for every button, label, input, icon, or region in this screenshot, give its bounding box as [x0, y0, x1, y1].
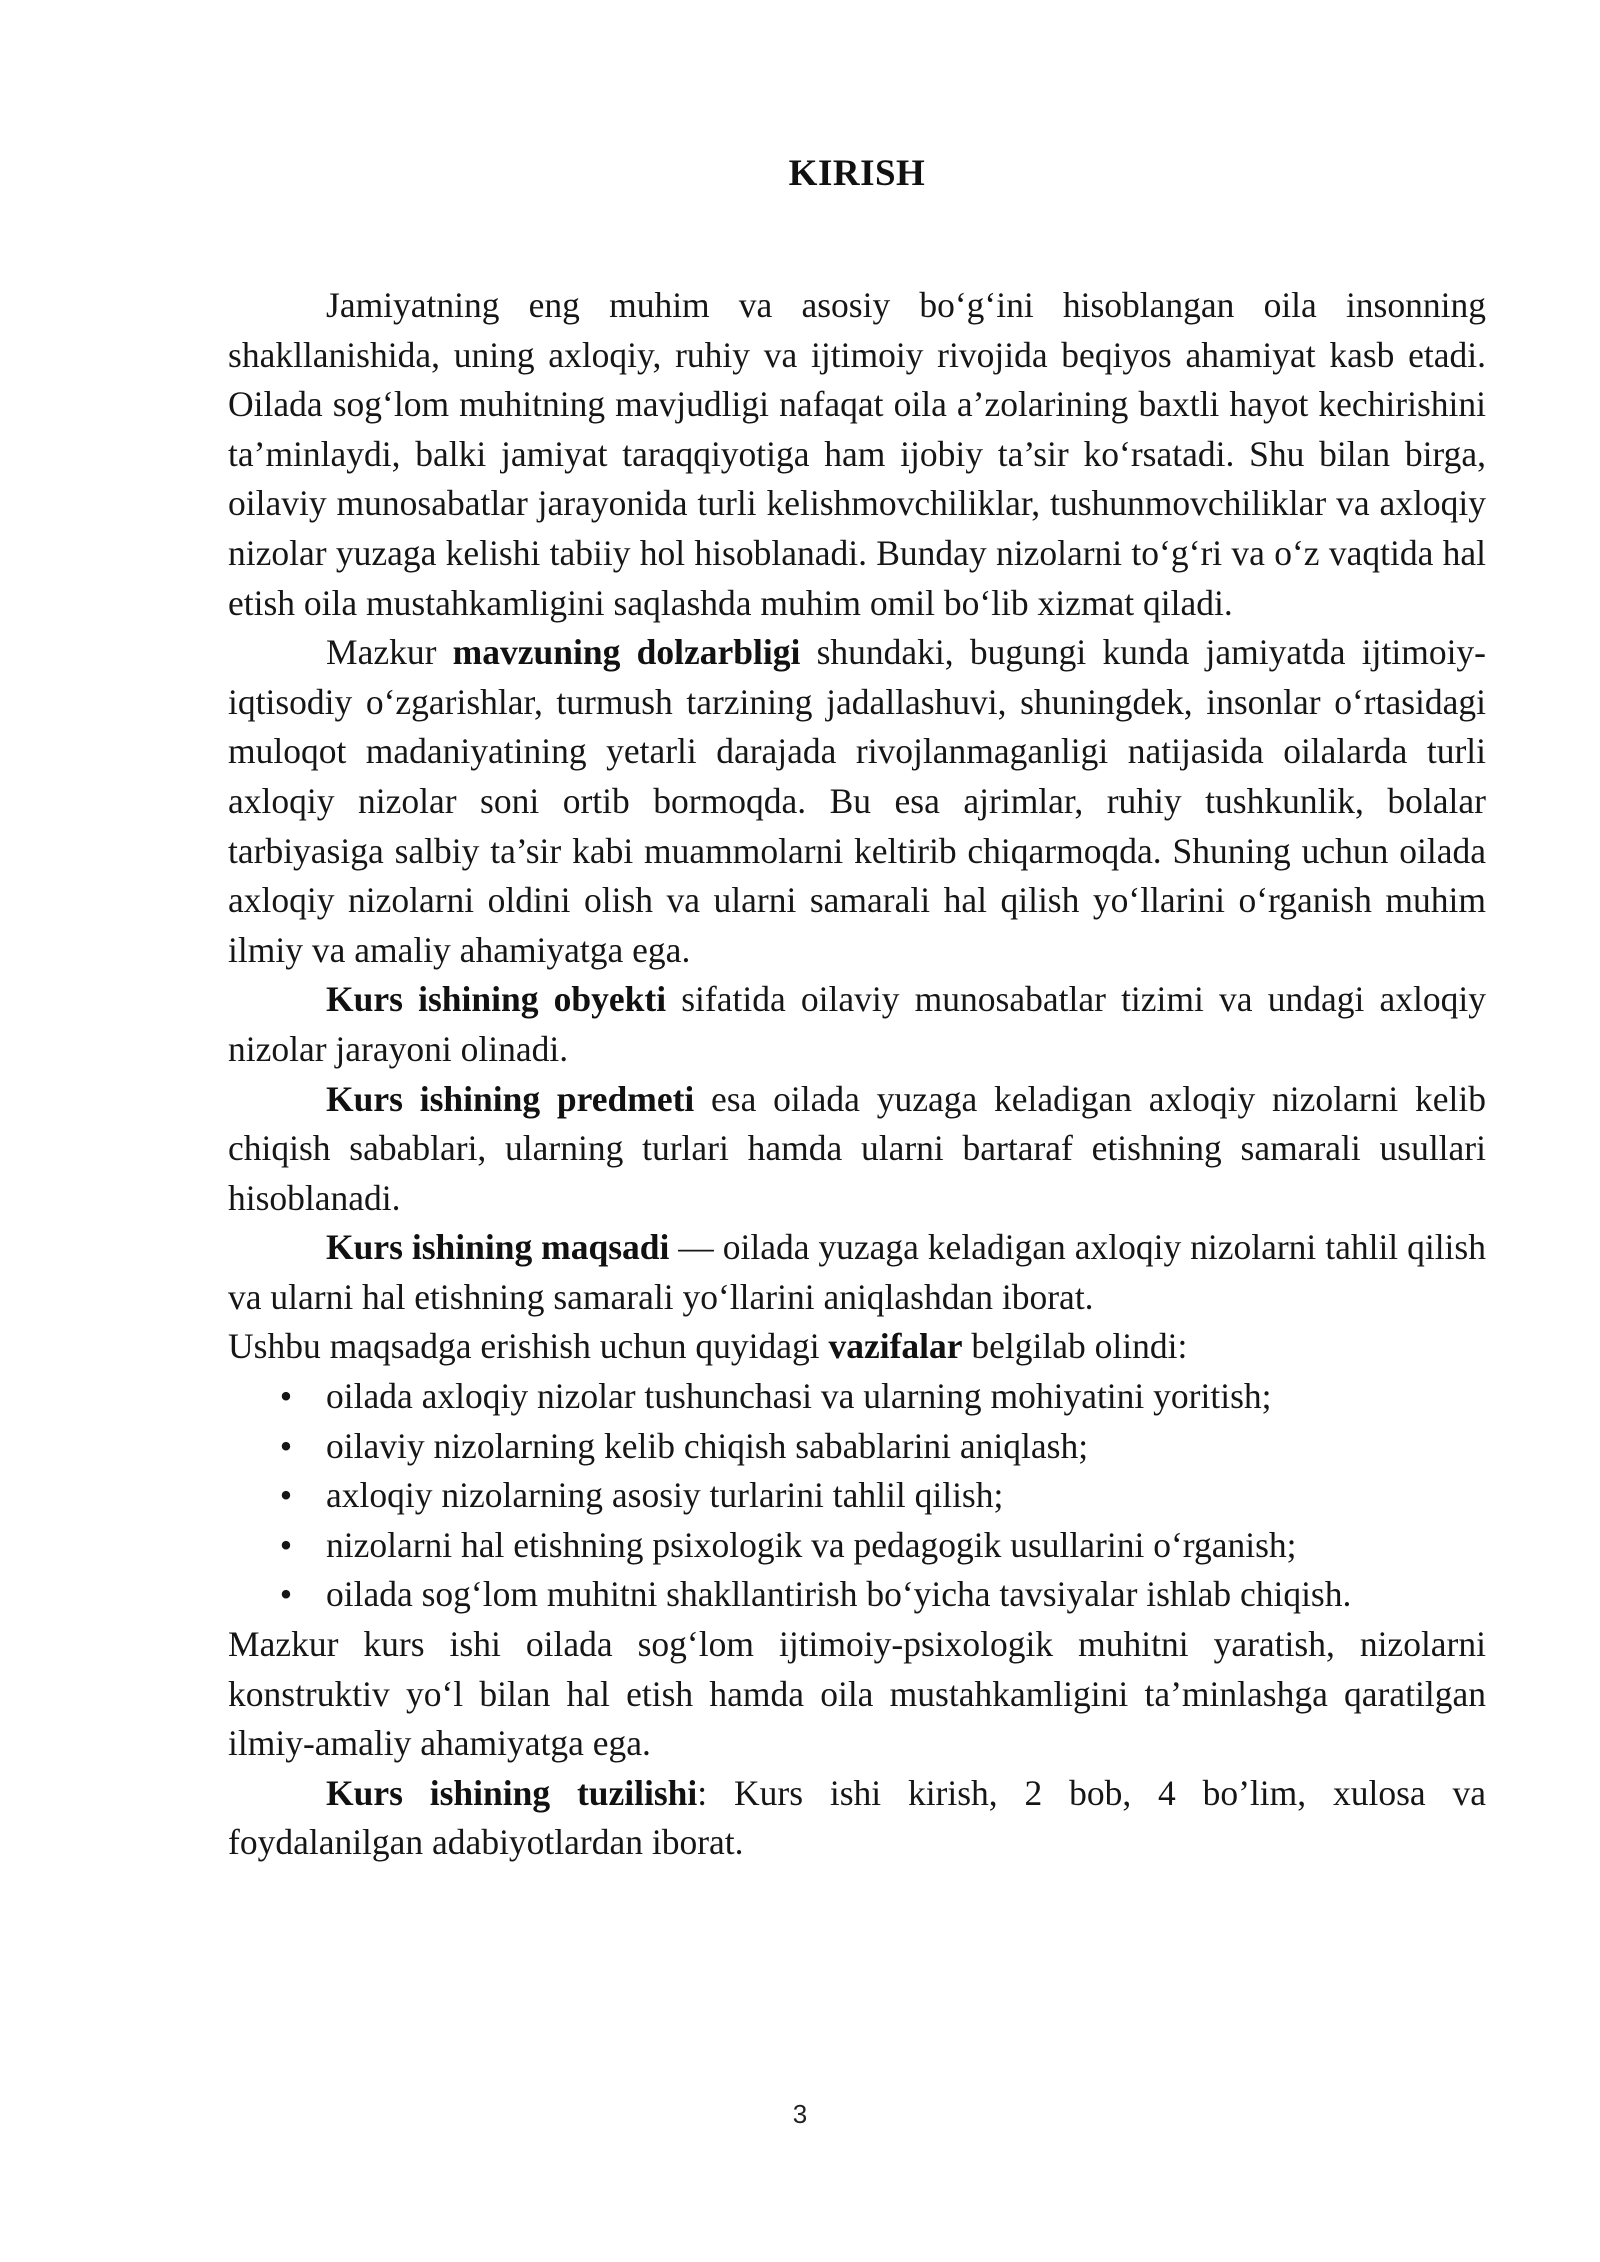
structure-text: : Kurs ishi kirish, 2 bob, 4 bo’lim, xulosa va foydalanilgan adabiyotlardan iborat. [228, 1772, 1486, 1863]
tasks-intro-paragraph [228, 1322, 1486, 1372]
tasks-list [228, 1372, 1486, 1620]
list-item-text: oilaviy nizolarning kelib chiqish sabablarini aniqlash; [326, 1425, 1089, 1466]
list-item-text: oilada sog‘lom muhitni shakllantirish bo‘yicha tavsiyalar ishlab chiqish. [326, 1574, 1352, 1615]
significance-paragraph: Mazkur kurs ishi oilada sog‘lom ijtimoiy-psixologik muhitni yaratish, nizolarni konstruktiv yo‘l bilan hal etish hamda oila mustahkamligini ta’minlashga qaratilgan ilmiy-amaliy ahamiyatga ega. [228, 1624, 1486, 1764]
page-title: KIRISH [788, 153, 926, 194]
bullet-icon: • [279, 1376, 293, 1417]
tasks-intro-lead: Ushbu maqsadga erishish uchun quyidagi [228, 1326, 829, 1367]
page-number: 3 [792, 2099, 808, 2129]
list-item [228, 1521, 1486, 1571]
structure-paragraph [228, 1769, 1486, 1868]
relevance-text: shundaki, bugungi kunda jamiyatda ijtimoiy-iqtisodiy o‘zgarishlar, turmush tarzining jadallashuvi, shuningdek, insonlar o‘rtasidagi muloqot madaniyatining yetarli darajada rivojlanmaganligi natijasida oilalarda turli axloqiy nizolar soni ortib bormoqda. Bu esa ajrimlar, ruhiy tushkunlik, bolalar tarbiyasiga salbiy ta’sir kabi muammolarni keltirib chiqarmoqda. Shuning uchun oilada axloqiy nizolarni oldini olish va ularni samarali hal qilish yo‘llarini o‘rganish muhim ilmiy va amaliy ahamiyatga ega. [228, 632, 1487, 970]
subject-term: Kurs ishining predmeti [326, 1078, 695, 1119]
object-text: sifatida oilaviy munosabatlar tizimi va undagi axloqiy nizolar jarayoni olinadi. [228, 979, 1486, 1069]
list-item [228, 1570, 1486, 1620]
bullet-icon: • [279, 1425, 293, 1466]
list-item-text: oilada axloqiy nizolar tushunchasi va ularning mohiyatini yoritish; [326, 1376, 1272, 1417]
list-item [228, 1471, 1486, 1521]
bullet-icon: • [279, 1524, 293, 1565]
structure-term: Kurs ishining tuzilishi [326, 1772, 698, 1813]
subject-paragraph [228, 1075, 1486, 1224]
relevance-lead: Mazkur [326, 632, 453, 673]
document-body [228, 281, 1486, 1868]
object-term: Kurs ishining obyekti [326, 979, 667, 1020]
intro-paragraph: Jamiyatning eng muhim va asosiy bo‘g‘ini hisoblangan oila insonning shakllanishida, uning axloqiy, ruhiy va ijtimoiy rivojida beqiyos ahamiyat kasb etadi. Oilada sog‘lom muhitning mavjudligi nafaqat oila a’zolarining baxtli hayot kechirishini ta’minlaydi, balki jamiyat taraqqiyotiga ham ijobiy ta’sir ko‘rsatadi. Shu bilan birga, oilaviy munosabatlar jarayonida turli kelishmovchiliklar, tushunmovchiliklar va axloqiy nizolar yuzaga kelishi tabiiy hol hisoblanadi. Bunday nizolarni to‘g‘ri va o‘z vaqtida hal etish oila mustahkamligini saqlashda muhim omil bo‘lib xizmat qiladi. [228, 285, 1486, 623]
goal-paragraph [228, 1223, 1486, 1322]
list-item-text: nizolarni hal etishning psixologik va pedagogik usullarini o‘rganish; [326, 1524, 1297, 1565]
bullet-icon: • [279, 1475, 293, 1516]
relevance-paragraph [228, 628, 1486, 975]
list-item-text: axloqiy nizolarning asosiy turlarini tahlil qilish; [326, 1475, 1004, 1516]
tasks-intro-text: belgilab olindi: [962, 1326, 1188, 1367]
relevance-term: mavzuning dolzarbligi [452, 632, 801, 673]
object-paragraph [228, 975, 1486, 1074]
goal-term: Kurs ishining maqsadi [326, 1227, 670, 1268]
goal-text: — oilada yuzaga keladigan axloqiy nizolarni tahlil qilish va ularni hal etishning samarali yo‘llarini aniqlashdan iborat. [228, 1227, 1486, 1317]
list-item [228, 1422, 1486, 1472]
tasks-term: vazifalar [828, 1326, 963, 1367]
bullet-icon: • [279, 1574, 293, 1615]
subject-text: esa oilada yuzaga keladigan axloqiy nizolarni kelib chiqish sabablari, ularning turlari hamda ularni bartaraf etishning samarali usullari hisoblanadi. [228, 1078, 1486, 1218]
list-item [228, 1372, 1486, 1422]
